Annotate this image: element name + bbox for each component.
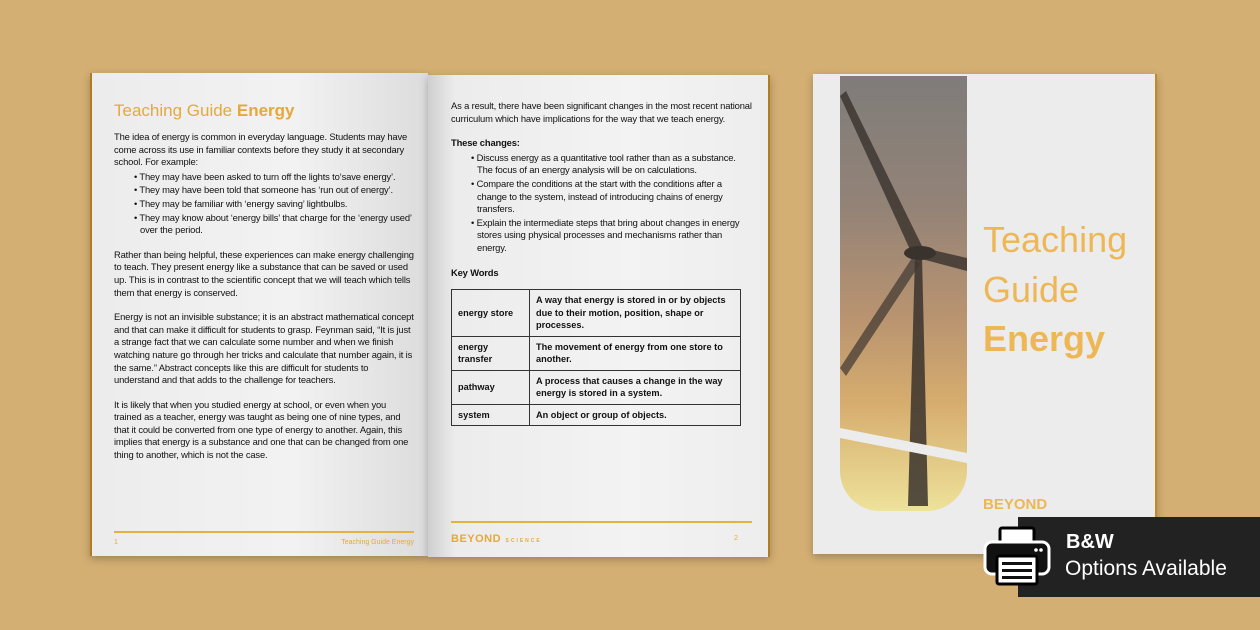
list-item: • They may have been told that someone has ‘run out of energy’. — [134, 184, 414, 197]
list-item: • Explain the intermediate steps that bring about changes in energy stores using physical processes and mechanisms rather than energy. — [471, 217, 752, 255]
changes-list — [451, 152, 752, 255]
cover-title-line1: Teaching — [983, 219, 1128, 260]
footer-divider — [451, 521, 752, 523]
page-title: Teaching Guide Energy — [114, 101, 295, 120]
examples-list — [114, 171, 414, 237]
list-item: • Compare the conditions at the start with the conditions after a change to the system, instead of introducing chains of energy transfers. — [471, 178, 752, 216]
list-item: • They may be familiar with ‘energy saving’ lightbulbs. — [134, 198, 414, 211]
paragraph: Energy is not an invisible substance; it is an abstract mathematical concept and that can make it difficult for students to grasp. Feynman said, “It is just a strange fact that we can calculate some number and when we finish watching nature go through her tricks and calculate that number again, it is the same.” Abstract concepts like this are difficult for students to understand and that adds to the challenge for teachers. — [114, 311, 414, 386]
wind-turbine-photo — [840, 76, 967, 511]
list-item: • They may know about ‘energy bills’ that charge for the ‘energy used’ over the period. — [134, 212, 414, 237]
booklet-right-page — [428, 75, 770, 557]
booklet-left-page — [90, 73, 428, 556]
booklet-cover — [813, 74, 1157, 554]
table-row: pathway A process that causes a change in the way energy is stored in a system. — [452, 370, 741, 404]
list-item: • They may have been asked to turn off the lights to‘save energy’. — [134, 171, 414, 184]
cover-title-line2: Guide — [983, 269, 1080, 310]
right-body — [451, 100, 752, 289]
table-row: system An object or group of objects. — [452, 404, 741, 426]
intro-paragraph: The idea of energy is common in everyday language. Students may have come across its use in familiar contexts before they study it at secondary school. For example: — [114, 131, 408, 168]
bw-options-badge — [1018, 517, 1260, 597]
page-number: 1 — [114, 539, 118, 546]
right-footer — [451, 513, 752, 547]
key-words-table — [451, 289, 741, 426]
page-number: 2 — [734, 534, 738, 542]
brand-logo: BEYOND SCIENCE — [451, 533, 542, 545]
intro-paragraph: As a result, there have been significant changes in the most recent national curriculum which have implications for the way that we teach energy. — [451, 100, 752, 124]
table-row: energy transfer The movement of energy from one store to another. — [452, 336, 741, 370]
footer-divider — [114, 531, 414, 533]
table-row: energy store A way that energy is stored in or by objects due to their motion, position, shape or processes. — [452, 290, 741, 337]
key-words-heading: Key Words — [451, 266, 499, 278]
paragraph: It is likely that when you studied energy at school, or even when you trained as a teacher, energy was taught as being one of nine types, and that it could be converted from one type of energy to another. Again, this implies that energy is a substance and one that can be changed from one thing to another, which is not the case. — [114, 398, 409, 461]
wind-turbine-icon — [840, 76, 967, 511]
left-body — [114, 131, 414, 462]
list-item: • Discuss energy as a quantitative tool rather than as a substance. The focus of an energy analysis will be on calculations. — [471, 152, 752, 177]
badge-title: B&W — [1066, 531, 1114, 553]
paragraph: Rather than being helpful, these experiences can make energy challenging to teach. They present energy like a substance that can be saved or used up. This is in contrast to the scientific concept that we will teach which tells them that energy is conserved. — [114, 248, 414, 298]
badge-subtitle: Options Available — [1065, 557, 1227, 580]
printer-icon — [982, 526, 1054, 588]
footer-title: Teaching Guide Energy — [341, 539, 414, 546]
cover-brand-logo: BEYOND — [983, 496, 1048, 513]
left-footer — [114, 523, 414, 546]
cover-title-line3: Energy — [983, 318, 1106, 359]
changes-heading: These changes: — [451, 137, 520, 149]
